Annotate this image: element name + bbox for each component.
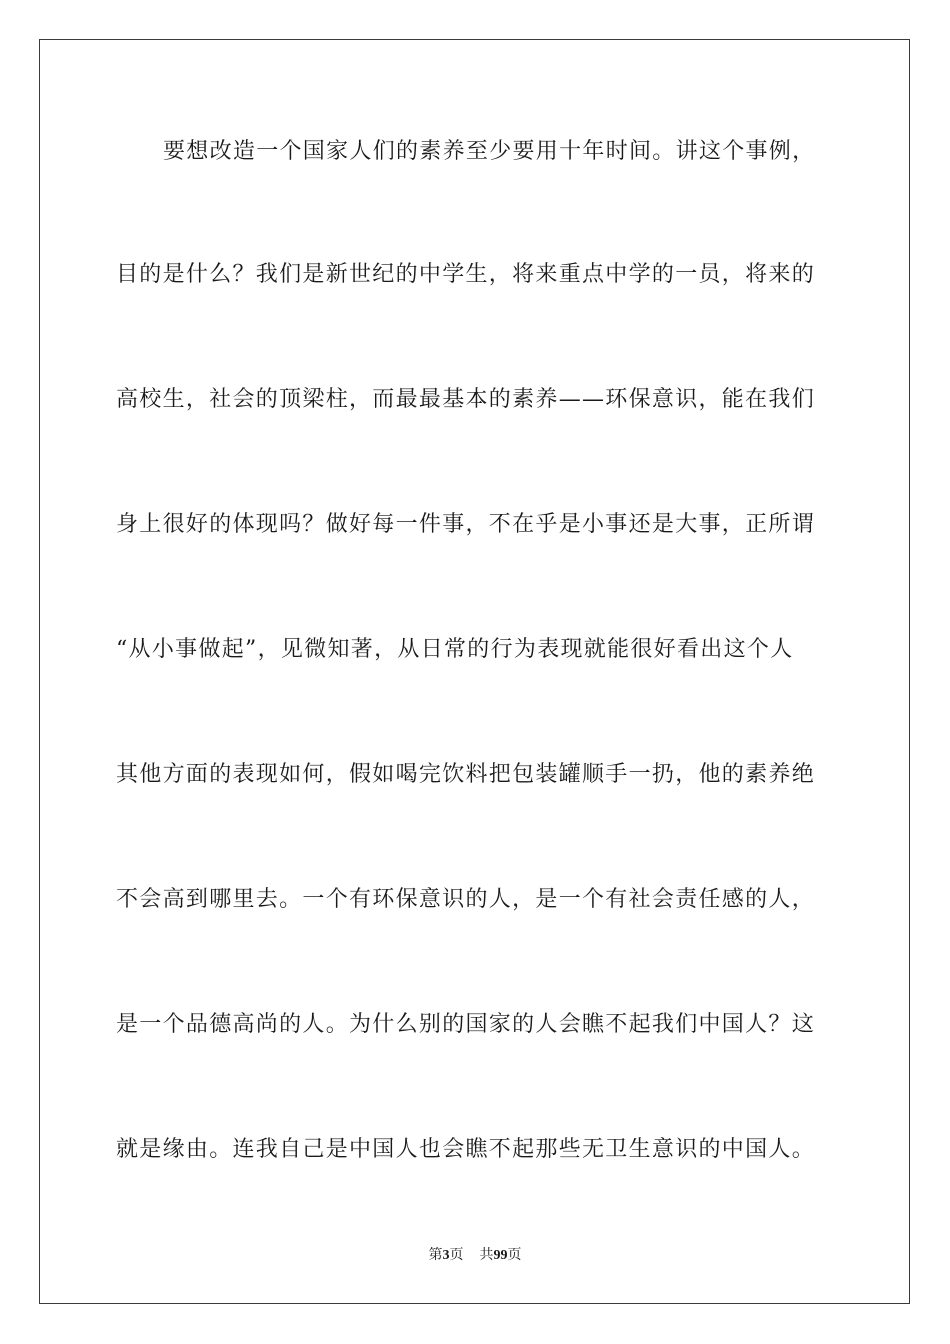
paragraph-line-8: 是一个品德高尚的人。为什么别的国家的人会瞧不起我们中国人？这 [116, 1012, 816, 1037]
total-suffix: 页 [507, 1247, 522, 1263]
page-number: 3 [442, 1248, 450, 1263]
paragraph-line-1: 要想改造一个国家人们的素养至少要用十年时间。讲这个事例， [163, 139, 816, 164]
paragraph-line-3: 高校生，社会的顶梁柱，而最最基本的素养——环保意识，能在我们 [116, 387, 816, 412]
total-pages: 99 [493, 1248, 508, 1263]
paragraph-line-5: “从小事做起”，见微知著，从日常的行为表现就能很好看出这个人 [116, 637, 794, 662]
page-suffix: 页 [449, 1247, 464, 1263]
paragraph-line-7: 不会高到哪里去。一个有环保意识的人，是一个有社会责任感的人， [116, 887, 816, 912]
page-border [39, 39, 910, 1304]
page-prefix: 第 [428, 1247, 443, 1263]
paragraph-line-4: 身上很好的体现吗？做好每一件事，不在乎是小事还是大事，正所谓 [116, 512, 816, 537]
total-prefix: 共 [479, 1247, 494, 1263]
paragraph-line-2: 目的是什么？我们是新世纪的中学生，将来重点中学的一员，将来的 [116, 262, 816, 287]
paragraph-line-6: 其他方面的表现如何，假如喝完饮料把包装罐顺手一扔，他的素养绝 [116, 762, 816, 787]
page-footer [0, 1246, 950, 1265]
paragraph-line-9: 就是缘由。连我自己是中国人也会瞧不起那些无卫生意识的中国人。 [116, 1137, 816, 1162]
